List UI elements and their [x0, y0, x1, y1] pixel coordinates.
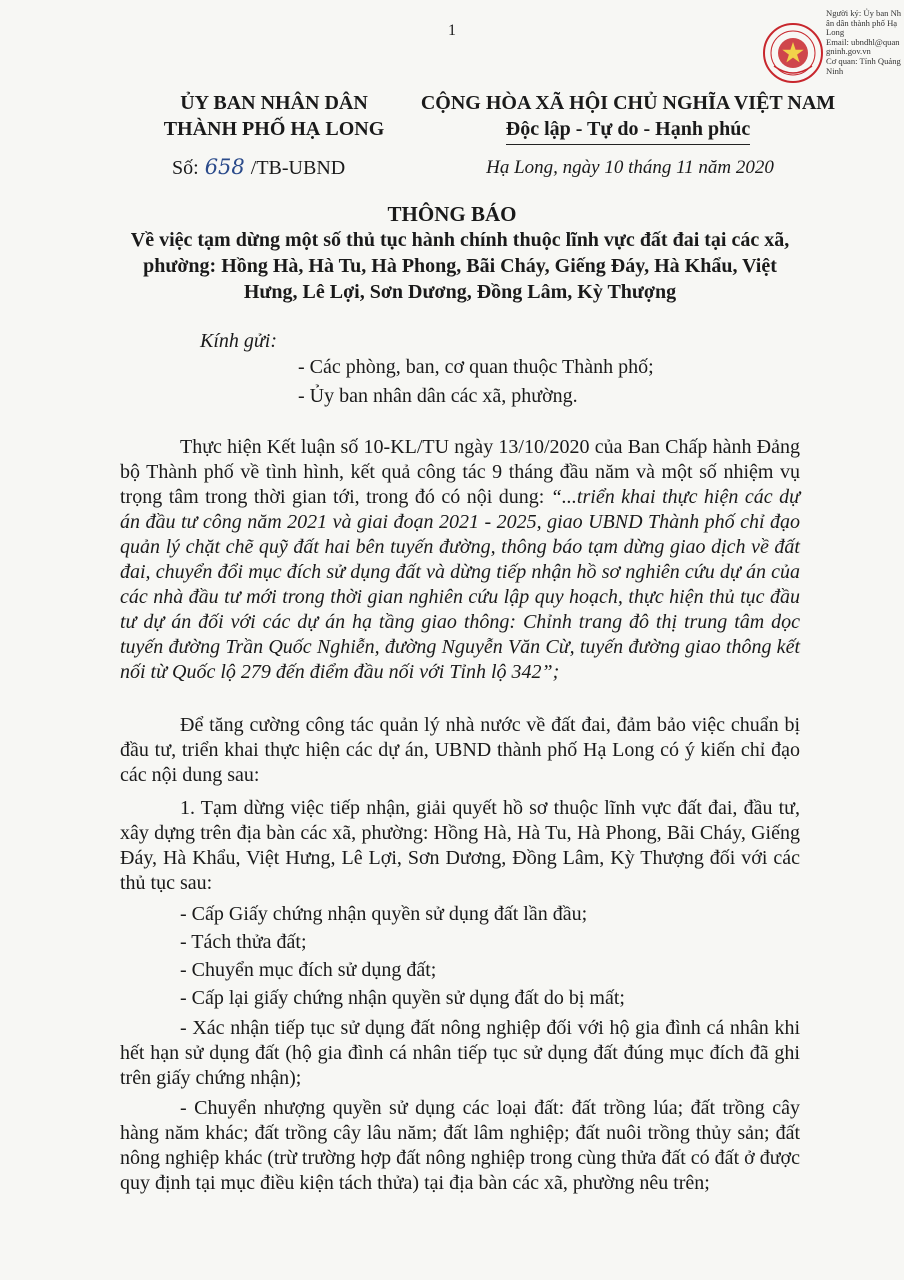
national-heading — [408, 90, 848, 145]
greeting: Kính gửi: — [200, 330, 278, 352]
procedure-item: - Cấp Giấy chứng nhận quyền sử dụng đất lần đầu; — [180, 903, 588, 925]
procedure-item: - Tách thửa đất; — [180, 931, 307, 953]
handwritten-number: 658 — [204, 155, 245, 179]
page-number: 1 — [448, 22, 456, 39]
digital-signature-info — [826, 9, 902, 76]
document-title: THÔNG BÁO — [387, 202, 517, 226]
procedure-item-text: - Xác nhận tiếp tục sử dụng đất nông nghiệp đối với hộ gia đình cá nhân khi hết hạn sử dụng đất (hộ gia đình cá nhân tiếp tục sử dụng đất đúng mục đích đã ghi trên giấy chứng nhận); — [120, 1017, 800, 1089]
paragraph-purpose — [120, 713, 800, 788]
national-motto: Độc lập - Tự do - Hạnh phúc — [506, 116, 750, 145]
date-line: Hạ Long, ngày 10 tháng 11 năm 2020 — [486, 157, 774, 178]
number-prefix: Số: — [172, 157, 199, 179]
paragraph-item-1 — [120, 796, 800, 896]
number-suffix: /TB-UBND — [250, 157, 346, 179]
procedure-item-transfer — [120, 1096, 800, 1196]
signature-agency: Cơ quan: Tỉnh Quảng Ninh — [826, 55, 901, 76]
recipient-departments: - Các phòng, ban, cơ quan thuộc Thành phố; — [298, 356, 654, 378]
document-number — [172, 155, 345, 180]
recipient-wards: - Ủy ban nhân dân các xã, phường. — [298, 385, 578, 407]
purpose-text: Để tăng cường công tác quản lý nhà nước về đất đai, đảm bảo việc chuẩn bị đầu tư, triển khai thực hiện các dự án, UBND thành phố Hạ Long có ý kiến chỉ đạo các nội dung sau: — [120, 714, 800, 786]
national-emblem-stamp — [762, 22, 824, 84]
authority-line-2: THÀNH PHỐ HẠ LONG — [163, 118, 385, 140]
country-name: CỘNG HÒA XÃ HỘI CHỦ NGHĨA VIỆT NAM — [420, 92, 836, 114]
signature-signer: Người ký: Ủy ban Nhân dân thành phố Hạ Long — [826, 8, 902, 38]
document-subject: Về việc tạm dừng một số thủ tục hành chính thuộc lĩnh vực đất đai tại các xã, phường: Hồng Hà, Hà Tu, Hà Phong, Bãi Cháy, Giếng Đáy, Hà Khẩu, Việt Hưng, Lê Lợi, Sơn Dương, Đồng Lâm, Kỳ Thượng — [130, 229, 790, 303]
authority-line-1: ỦY BAN NHÂN DÂN — [180, 92, 368, 114]
issuing-authority — [148, 90, 400, 142]
item-1-text: 1. Tạm dừng việc tiếp nhận, giải quyết hồ sơ thuộc lĩnh vực đất đai, đầu tư, xây dựng trên địa bàn các xã, phường: Hồng Hà, Hà Tu, Hà Phong, Bãi Cháy, Giếng Đáy, Hà Khẩu, Việt Hưng, Lê Lợi, Sơn Dương, Đồng Lâm, Kỳ Thượng đối với các thủ tục sau: — [120, 797, 800, 894]
procedure-item: - Cấp lại giấy chứng nhận quyền sử dụng đất do bị mất; — [180, 987, 625, 1009]
procedure-item-confirm — [120, 1016, 800, 1091]
basis-text: Thực hiện Kết luận số 10-KL/TU ngày 13/10/2020 của Ban Chấp hành Đảng bộ Thành phố về tình hình, kết quả công tác 9 tháng đầu năm và một số nhiệm vụ trọng tâm trong thời gian tới, trong đó có nội dung: — [120, 436, 800, 508]
paragraph-basis — [120, 435, 800, 685]
procedure-item-text: - Chuyển nhượng quyền sử dụng các loại đất: đất trồng lúa; đất trồng cây hàng năm khác; đất trồng cây lâu năm; đất lâm nghiệp; đất nuôi trồng thủy sản; đất nông nghiệp khác (trừ trường hợp đất nông nghiệp trong cùng thửa đất có đất ở được quy định tại mục điều kiện tách thửa) tại địa bàn các xã, phường nêu trên; — [120, 1097, 800, 1194]
procedure-item: - Chuyển mục đích sử dụng đất; — [180, 959, 437, 981]
basis-quote: “...triển khai thực hiện các dự án đầu tư công năm 2021 và giai đoạn 2021 - 2025, giao UBND Thành phố chỉ đạo quản lý chặt chẽ quỹ đất hai bên tuyến đường, thông báo tạm dừng giao dịch về đất đai, chuyển đổi mục đích sử dụng đất và dừng tiếp nhận hồ sơ nghiên cứu dự án của các nhà đầu tư mới trong thời gian nghiên cứu lập quy hoạch, thực hiện thủ tục đầu tư dự án đối với các dự án hạ tầng giao thông: Chỉnh trang đô thị trung tâm dọc tuyến đường Trần Quốc Nghiễn, đường Nguyễn Văn Cừ, tuyến đường giao thông kết nối từ Quốc lộ 279 đến điểm đầu nối với Tỉnh lộ 342”; — [120, 486, 800, 683]
signature-email: Email: ubndhl@quangninh.gov.vn — [826, 36, 900, 57]
